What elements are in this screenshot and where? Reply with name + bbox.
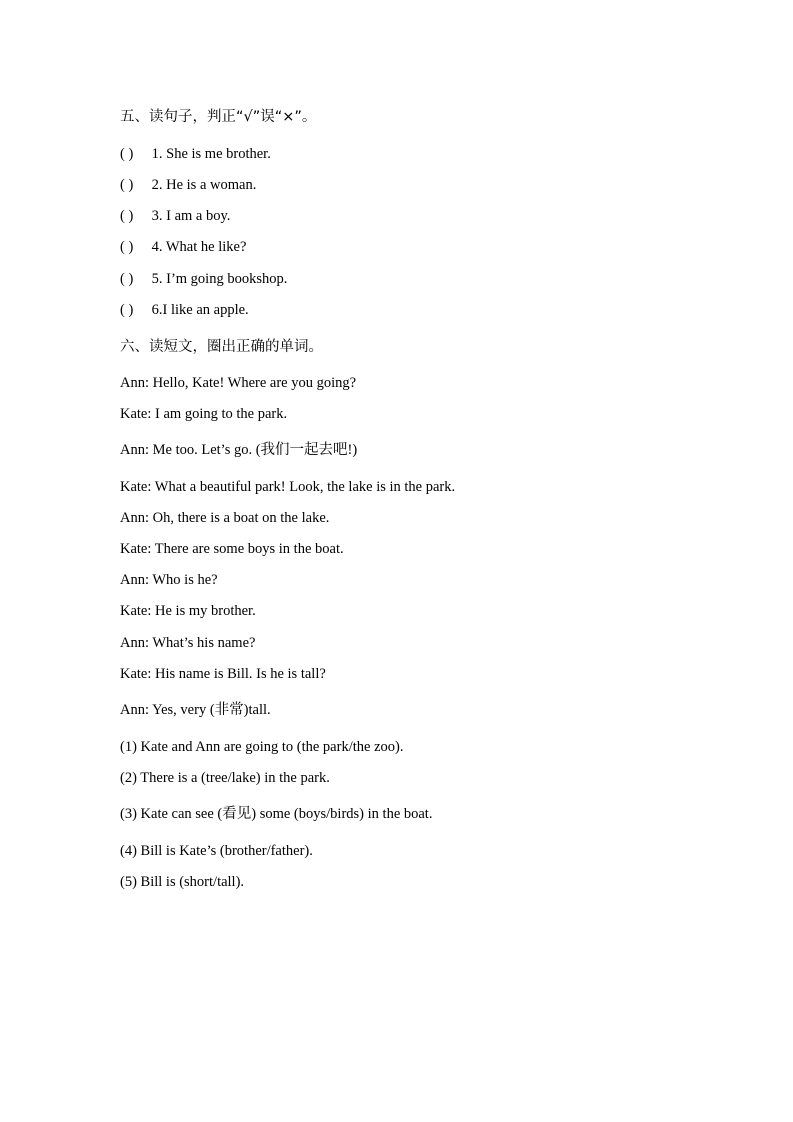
dialogue-line: Kate: There are some boys in the boat. xyxy=(120,541,344,557)
dialogue-line: Ann: Who is he? xyxy=(120,572,218,588)
answer-blank[interactable]: ( ) xyxy=(120,239,134,255)
judge-sentence: 5. I’m going bookshop. xyxy=(151,271,288,287)
dialogue-line: Kate: I am going to the park. xyxy=(120,406,288,422)
answer-blank[interactable]: ( ) xyxy=(120,146,134,162)
judge-item-3 xyxy=(120,207,230,225)
answer-blank[interactable]: ( ) xyxy=(120,271,134,287)
answer-blank[interactable]: ( ) xyxy=(120,208,134,224)
judge-sentence: 3. I am a boy. xyxy=(151,208,231,224)
dialogue-line: Ann: Oh, there is a boat on the lake. xyxy=(120,510,330,526)
dialogue-line: Ann: Me too. Let’s go. (我们一起去吧!) xyxy=(120,442,358,458)
judge-item-2 xyxy=(120,176,256,194)
dialogue-line: Kate: He is my brother. xyxy=(120,603,256,619)
question-5: (5) Bill is (short/tall). xyxy=(120,874,245,890)
dialogue-line: Kate: What a beautiful park! Look, the lake is in the park. xyxy=(120,479,456,495)
dialogue-line: Ann: Yes, very (非常)tall. xyxy=(120,702,271,718)
answer-blank[interactable]: ( ) xyxy=(120,302,134,318)
judge-item-1 xyxy=(120,145,271,163)
judge-sentence: 4. What he like? xyxy=(151,239,247,255)
judge-sentence: 1. She is me brother. xyxy=(151,146,271,162)
question-1: (1) Kate and Ann are going to (the park/the zoo). xyxy=(120,739,404,755)
dialogue-line: Kate: His name is Bill. Is he is tall? xyxy=(120,666,326,682)
question-4: (4) Bill is Kate’s (brother/father). xyxy=(120,843,313,859)
judge-item-6 xyxy=(120,301,249,319)
section5-heading: 五、读句子，判正“√”误“×”。 xyxy=(120,109,317,125)
dialogue-line: Ann: What’s his name? xyxy=(120,635,256,651)
answer-blank[interactable]: ( ) xyxy=(120,177,134,193)
section6-heading: 六、读短文，圈出正确的单词。 xyxy=(120,339,323,355)
judge-item-4 xyxy=(120,238,246,256)
question-2: (2) There is a (tree/lake) in the park. xyxy=(120,770,330,786)
question-3: (3) Kate can see (看见) some (boys/birds) in the boat. xyxy=(120,806,433,822)
judge-item-5 xyxy=(120,270,287,288)
judge-sentence: 2. He is a woman. xyxy=(151,177,257,193)
dialogue-line: Ann: Hello, Kate! Where are you going? xyxy=(120,375,357,391)
judge-sentence: 6.I like an apple. xyxy=(151,302,249,318)
